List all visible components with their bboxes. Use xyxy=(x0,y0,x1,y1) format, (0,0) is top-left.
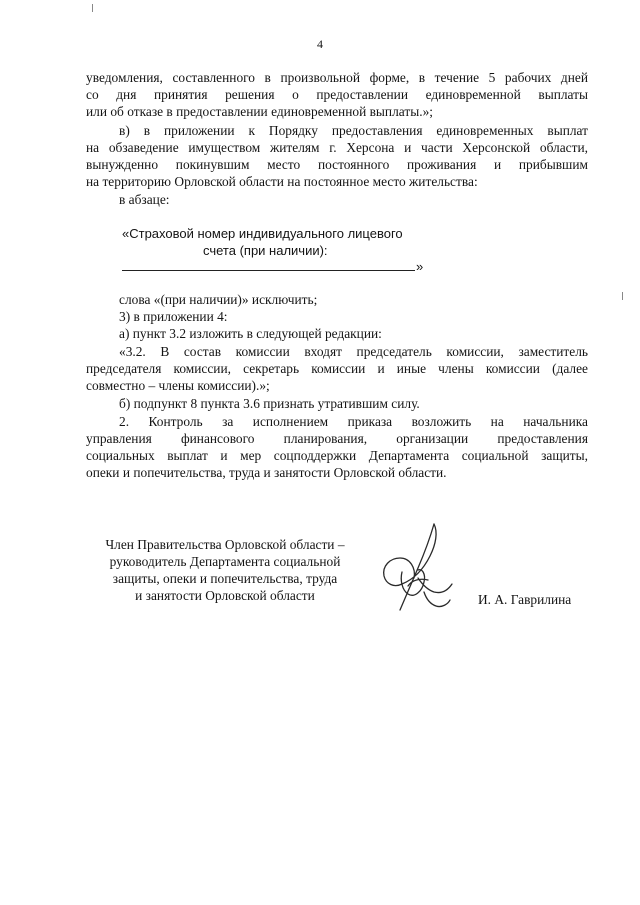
quote-field-closing: » xyxy=(416,259,424,274)
scan-artifact-right xyxy=(622,292,623,300)
item-3: 3) в приложении 4: xyxy=(119,309,228,324)
blank-fill-line xyxy=(122,270,415,271)
signatory-title-line-3: защиты, опеки и попечительства, труда xyxy=(112,571,338,586)
para2-line-1: в) в приложении к Порядку предоставления единовременных выплат xyxy=(119,123,588,138)
words-remove: слова «(при наличии)» исключить; xyxy=(119,292,318,307)
item2-line-3: социальных выплат и мер соцподдержки Департамента социальной защиты, xyxy=(86,448,588,463)
in-paragraph-label: в абзаце: xyxy=(119,192,170,207)
signatory-title-line-1: Член Правительства Орловской области – xyxy=(105,537,345,552)
para1-line-1: уведомления, составленного в произвольной форме, в течение 5 рабочих дней xyxy=(86,70,588,85)
quote-field-line-1: «Страховой номер индивидуального лицевого xyxy=(122,226,403,241)
handwritten-signature xyxy=(372,518,462,618)
para2-line-4: на территорию Орловской области на постоянное место жительства: xyxy=(86,174,478,189)
item2-line-1: 2. Контроль за исполнением приказа возложить на начальника xyxy=(119,414,588,429)
quote-field-line-2: счета (при наличии): xyxy=(203,243,328,258)
item-3b: б) подпункт 8 пункта 3.6 признать утратившим силу. xyxy=(119,396,420,411)
item-3a: а) пункт 3.2 изложить в следующей редакции: xyxy=(119,326,382,341)
page-number: 4 xyxy=(317,37,323,51)
quote32-line-2: председателя комиссии, секретарь комиссии и иные члены комиссии (далее xyxy=(86,361,588,376)
para2-line-2: на обзаведение имуществом жителям г. Херсона и части Херсонской области, xyxy=(86,140,588,155)
item2-line-4: опеки и попечительства, труда и занятости Орловской области. xyxy=(86,465,447,480)
scan-artifact-top-left xyxy=(92,4,93,12)
quote32-line-3: совместно – члены комиссии).»; xyxy=(86,378,270,393)
quote32-line-1: «3.2. В состав комиссии входят председатель комиссии, заместитель xyxy=(119,344,588,359)
para1-line-2: со дня принятия решения о предоставлении единовременной выплаты xyxy=(86,87,588,102)
signatory-title-line-2: руководитель Департамента социальной xyxy=(109,554,341,569)
signatory-title-line-4: и занятости Орловской области xyxy=(135,588,315,603)
para1-line-3: или об отказе в предоставлении единовременной выплаты.»; xyxy=(86,104,433,119)
para2-line-3: вынужденно покинувшим место постоянного проживания и прибывшим xyxy=(86,157,588,172)
signatory-name: И. А. Гаврилина xyxy=(478,592,572,607)
item2-line-2: управления финансового планирования, организации предоставления xyxy=(86,431,588,446)
